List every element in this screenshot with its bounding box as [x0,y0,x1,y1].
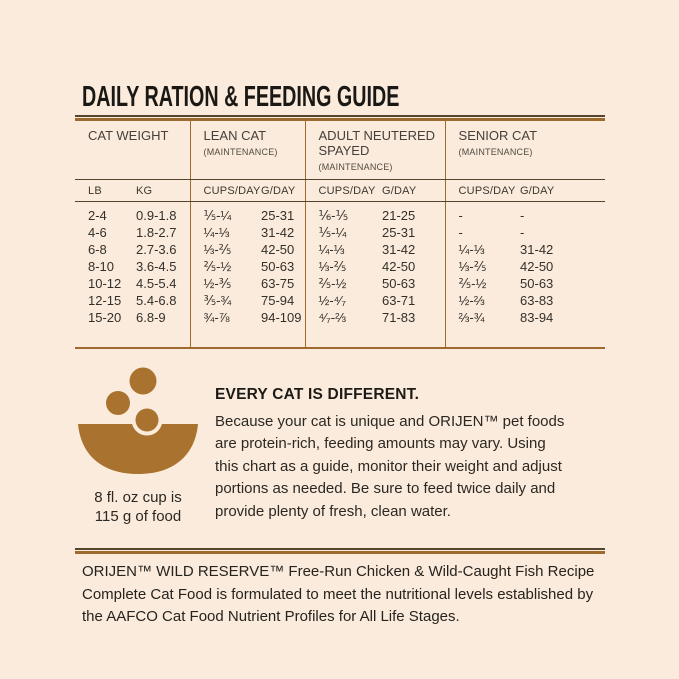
table-row [75,309,605,326]
cell-senior_g: - [520,225,525,240]
group-header-lean-cat [190,121,305,180]
cell-lb: 12-15 [88,293,122,308]
spacer-cell [123,326,190,348]
table-top-rule-dark [75,115,605,117]
table-row [75,202,605,225]
cell-senior_cups: ¼-⅓ [445,241,507,258]
group-note: (MAINTENANCE) [318,162,393,172]
cell-adult_cups: ⅖-½ [305,275,369,292]
cell-kg: 5.4-6.8 [136,293,177,308]
cell-adult_cups: ⁴⁄₇-⅔ [305,309,369,326]
footer-rule-dark [75,548,605,550]
group-title: LEAN CAT [203,128,266,143]
cell-kg: 4.5-5.4 [136,276,177,291]
cell-senior_g: 42-50 [520,259,554,274]
cell-senior_g: - [520,208,525,223]
cell-senior_g: 83-94 [520,310,554,325]
cell-lean_cups: ⅓-⅖ [190,241,248,258]
cell-adult_cups: ¼-⅓ [305,241,369,258]
table-row [75,258,605,275]
table-row [75,292,605,309]
column-header-row [75,180,605,202]
cell-lean_g: 63-75 [261,276,295,291]
cell-lean_cups: ¼-⅓ [190,224,248,241]
cell-lean_g: 31-42 [261,225,295,240]
col-header-adult-g: G/DAY [369,180,445,202]
group-note: (MAINTENANCE) [458,147,533,157]
cell-kg: 1.8-2.7 [136,225,177,240]
cell-adult_g: 50-63 [382,276,416,291]
spacer-cell [190,326,248,348]
spacer-cell [445,326,507,348]
cup-measure-caption: 8 fl. oz cup is 115 g of food [94,489,182,525]
cell-lean_g: 50-63 [261,259,295,274]
cell-senior_cups: ⅖-½ [445,275,507,292]
spacer-cell [305,326,369,348]
cell-adult_cups: ⅕-¼ [305,224,369,241]
col-header-senior-g: G/DAY [507,180,605,202]
cell-lb: 8-10 [88,259,115,274]
table-row [75,241,605,258]
cell-senior_cups: - [445,202,507,225]
cell-lb: 10-12 [88,276,122,291]
cell-kg: 0.9-1.8 [136,208,177,223]
cell-adult_cups: ⅓-⅖ [305,258,369,275]
group-title: SENIOR CAT [458,128,537,143]
daily-ration-table [75,121,605,349]
spacer-cell [248,326,305,348]
cell-adult_g: 42-50 [382,259,416,274]
spacer-cell [369,326,445,348]
cell-lean_cups: ⅗-¾ [190,292,248,309]
spacer-cell [507,326,605,348]
cell-lb: 2-4 [88,208,107,223]
col-header-lean-cups: CUPS/DAY [190,180,248,202]
page-title: DAILY RATION & FEEDING GUIDE [82,81,400,113]
info-heading: EVERY CAT IS DIFFERENT. [215,386,420,403]
table-body [75,202,605,349]
cell-senior_g: 31-42 [520,242,554,257]
cell-adult_g: 31-42 [382,242,416,257]
cell-lean_cups: ⅕-¼ [190,202,248,225]
cell-kg: 2.7-3.6 [136,242,177,257]
cell-adult_g: 25-31 [382,225,416,240]
cell-senior_g: 50-63 [520,276,554,291]
cell-lean_cups: ¾-⅞ [190,309,248,326]
cell-lb: 4-6 [88,225,107,240]
col-header-lean-g: G/DAY [248,180,305,202]
feeding-table [75,115,605,349]
cell-lean_cups: ½-⅗ [190,275,248,292]
group-title: CAT WEIGHT [88,128,169,143]
cell-adult_g: 63-71 [382,293,416,308]
cell-adult_cups: ½-⁴⁄₇ [305,292,369,309]
food-bowl-icon [78,367,198,474]
cell-kg: 3.6-4.5 [136,259,177,274]
table-spacer-row [75,326,605,348]
cell-lb: 6-8 [88,242,107,257]
cell-lean_cups: ⅖-½ [190,258,248,275]
cell-senior_cups: ½-⅔ [445,292,507,309]
aafco-statement: ORIJEN™ WILD RESERVE™ Free-Run Chicken & Wild-Caught Fish Recipe Complete Cat Food is formulated to meet the nutritional levels established by the AAFCO Cat Food Nutrient Profiles for All Life Stages. [82,563,595,625]
col-header-kg: KG [123,180,190,202]
col-header-adult-cups: CUPS/DAY [305,180,369,202]
group-header-senior-cat [445,121,605,180]
spacer-cell [75,326,123,348]
table-row [75,224,605,241]
col-header-lb: LB [75,180,123,202]
cell-lean_g: 42-50 [261,242,295,257]
cell-senior_cups: ⅔-¾ [445,309,507,326]
group-header-adult-neutered-spayed [305,121,445,180]
group-title: ADULT NEUTERED SPAYED [318,128,436,158]
cell-senior_g: 63-83 [520,293,554,308]
footer-divider [75,548,605,554]
group-header-row [75,121,605,180]
cell-lean_g: 75-94 [261,293,295,308]
cell-lean_g: 25-31 [261,208,295,223]
cell-senior_cups: - [445,224,507,241]
info-body-text: Because your cat is unique and ORIJEN™ pet foods are protein-rich, feeding amounts may vary. Using this chart as a guide, monitor their weight and adjust portions as needed. Be sure to feed twice daily and provide plenty of fresh, clean water. [215,413,565,520]
table-row [75,275,605,292]
cell-lb: 15-20 [88,310,122,325]
cell-lean_g: 94-109 [261,310,302,325]
cell-senior_cups: ⅓-⅖ [445,258,507,275]
group-header-cat-weight [75,121,190,180]
cell-adult_g: 71-83 [382,310,416,325]
group-note: (MAINTENANCE) [203,147,278,157]
footer-rule-brown [75,551,605,554]
cell-adult_g: 21-25 [382,208,416,223]
cell-adult_cups: ⅙-⅕ [305,202,369,225]
cell-kg: 6.8-9 [136,310,166,325]
col-header-senior-cups: CUPS/DAY [445,180,507,202]
